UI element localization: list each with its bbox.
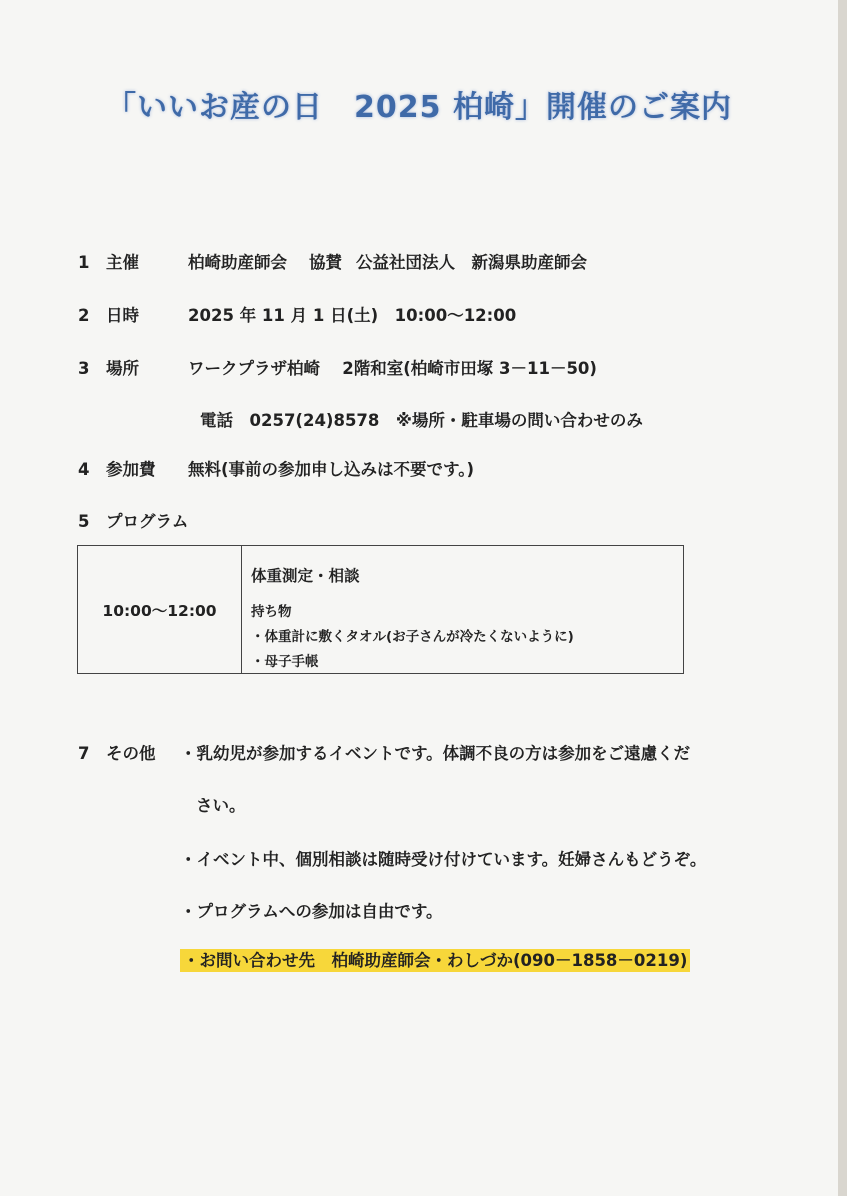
sponsor-value: 公益社団法人 新潟県助産師会 xyxy=(356,253,587,272)
page-title: 「いいお産の日 2025 柏崎」開催のご案内 xyxy=(106,90,732,125)
item-label: 参加費 xyxy=(106,460,156,479)
item-label: 主催 xyxy=(106,253,139,272)
item-label: プログラム xyxy=(106,512,189,531)
item-number: 4 xyxy=(78,460,90,479)
bring-item: ・母子手帳 xyxy=(251,654,319,670)
bring-item: ・体重計に敷くタオル(お子さんが冷たくないように) xyxy=(251,629,574,645)
venue-value: ワークプラザ柏崎 2階和室(柏崎市田塚 3－11－50) xyxy=(188,359,597,378)
item-label: 日時 xyxy=(106,306,139,325)
bring-label: 持ち物 xyxy=(251,604,292,620)
program-table xyxy=(77,545,684,674)
venue-phone: 電話 0257(24)8578 ※場所・駐車場の問い合わせのみ xyxy=(200,411,643,430)
program-time: 10:00～12:00 xyxy=(78,546,242,673)
item-other xyxy=(78,740,156,764)
other-note: ・プログラムへの参加は自由です。 xyxy=(180,902,443,921)
organizer-value: 柏崎助産師会 xyxy=(188,253,287,272)
other-note: さい。 xyxy=(196,796,246,815)
contact-highlight: ・お問い合わせ先 柏崎助産師会・わしづか(090－1858－0219) xyxy=(180,949,690,972)
page-edge xyxy=(838,0,847,1196)
sponsor-label: 協賛 xyxy=(309,253,342,272)
program-title: 体重測定・相談 xyxy=(251,567,360,585)
item-number: 5 xyxy=(78,512,90,531)
other-note: ・イベント中、個別相談は随時受け付けています。妊婦さんもどうぞ。 xyxy=(180,850,707,869)
item-number: 1 xyxy=(78,253,90,272)
item-label: 場所 xyxy=(106,359,139,378)
item-number: 7 xyxy=(78,744,90,763)
item-number: 2 xyxy=(78,306,90,325)
item-datetime xyxy=(78,302,516,326)
item-fee xyxy=(78,456,474,480)
item-program xyxy=(78,508,188,532)
contact-info xyxy=(180,947,690,971)
other-note: ・乳幼児が参加するイベントです。体調不良の方は参加をご遠慮くだ xyxy=(180,744,691,763)
item-organizer xyxy=(78,249,587,273)
fee-value: 無料(事前の参加申し込みは不要です。) xyxy=(188,460,475,479)
item-number: 3 xyxy=(78,359,90,378)
datetime-value: 2025 年 11 月 1 日(土) 10:00～12:00 xyxy=(188,306,517,325)
program-description xyxy=(251,546,681,673)
item-venue xyxy=(78,355,597,379)
item-label: その他 xyxy=(106,744,156,763)
